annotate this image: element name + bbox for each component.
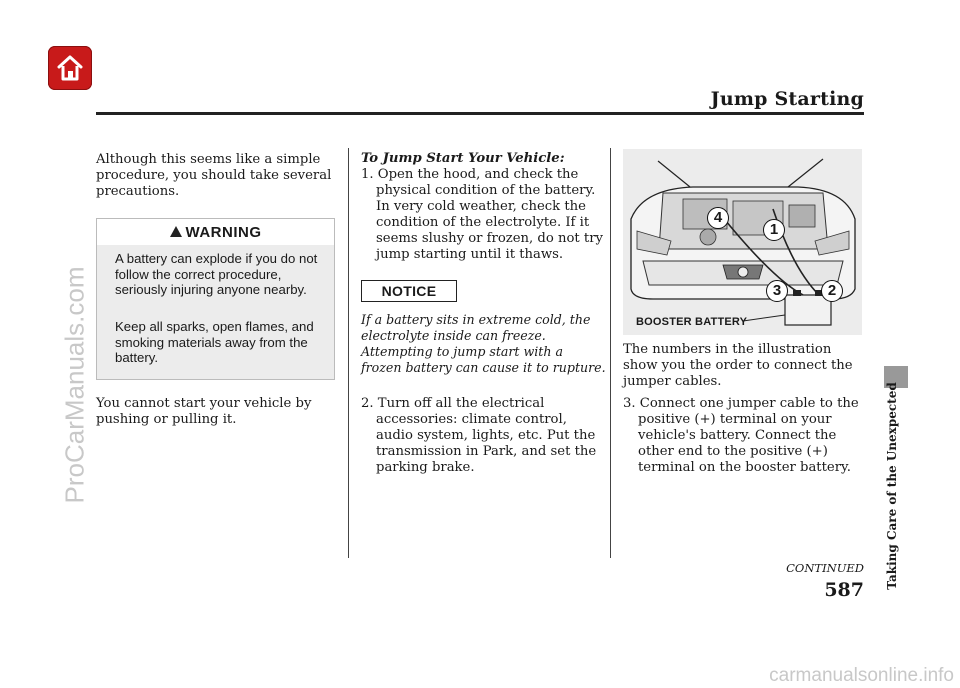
procedure-heading: To Jump Start Your Vehicle: [361, 151, 565, 166]
callout-1: 1 [763, 219, 785, 241]
order-paragraph: The numbers in the illustration show you the order to connect the jumper cables. [623, 342, 853, 389]
continued-label: CONTINUED [786, 561, 864, 575]
watermark-left-text: ProCarManuals.com [59, 266, 90, 504]
intro-paragraph: Although this seems like a simple procedure, you should take several precautions. [96, 152, 332, 199]
step-3-label: 3. Connect one jumper cable to the [623, 396, 859, 411]
page-title: Jump Starting [710, 88, 864, 110]
step-2-text: accessories: climate control, audio system, lights, etc. Put the transmission in Park, and set the parking brake. [376, 412, 597, 475]
warning-header [97, 219, 334, 245]
chapter-label [882, 382, 902, 590]
home-icon [56, 53, 84, 83]
page-number: 587 [824, 579, 864, 601]
step-3 [623, 396, 863, 476]
notice-label: NOTICE [361, 280, 457, 302]
callout-4: 4 [707, 207, 729, 229]
title-divider [96, 112, 864, 115]
watermark-left [59, 266, 90, 504]
jump-start-illustration [623, 149, 862, 335]
warning-title: WARNING [185, 223, 262, 241]
warning-box [96, 218, 335, 380]
notice-text: If a battery sits in extreme cold, the electrolyte inside can freeze. Attempting to jump start with a frozen battery can cause it to rupture. [361, 312, 606, 375]
step-1-text: physical condition of the battery. In very cold weather, check the condition of the electrolyte. If it seems slushy or frozen, do not try jump starting until it thaws. [376, 183, 603, 262]
warning-text-1: A battery can explode if you do not follow the correct procedure, seriously injuring anyone nearby. [115, 251, 318, 297]
step-1-label: 1. Open the hood, and check the [361, 167, 579, 182]
column-divider-2 [610, 148, 611, 558]
column-divider-1 [348, 148, 349, 558]
step-2-label: 2. Turn off all the electrical [361, 396, 545, 411]
step-3-text: positive (+) terminal on your vehicle's battery. Connect the other end to the positive (+) terminal on the booster battery. [638, 412, 851, 475]
callout-2: 2 [821, 280, 843, 302]
callout-3: 3 [766, 280, 788, 302]
watermark-bottom: carmanualsonline.info [769, 665, 954, 686]
step-1 [361, 167, 606, 263]
push-note: You cannot start your vehicle by pushing or pulling it. [96, 396, 312, 427]
engine-bay-drawing [623, 149, 862, 335]
booster-battery-label: BOOSTER BATTERY [636, 316, 748, 328]
warning-body [97, 245, 334, 379]
warning-text-2: Keep all sparks, open flames, and smoking materials away from the battery. [115, 319, 314, 365]
warning-triangle-icon [170, 226, 182, 237]
home-button[interactable] [48, 46, 92, 90]
chapter-label-text: Taking Care of the Unexpected [885, 382, 899, 590]
step-2 [361, 396, 606, 476]
